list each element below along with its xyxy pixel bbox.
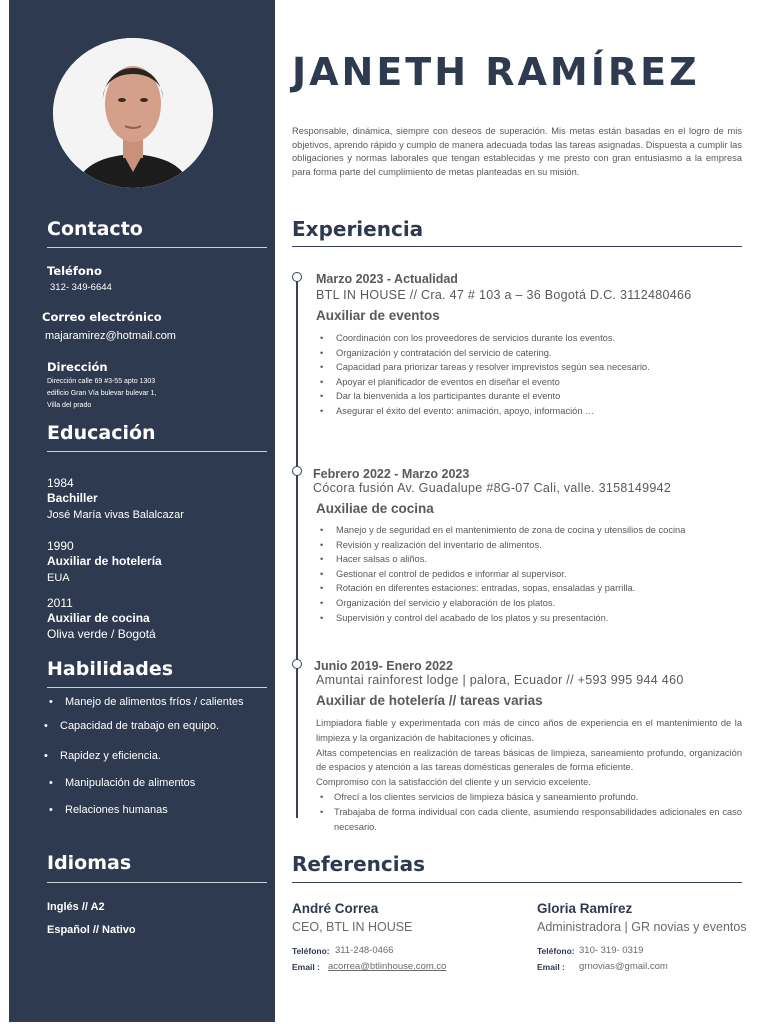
language-item: Español // Nativo <box>47 924 136 936</box>
email-label: Correo electrónico <box>42 310 162 324</box>
job-date: Febrero 2022 - Marzo 2023 <box>313 467 470 481</box>
duty-item: • Gestionar el control de pedidos e informar al supervisor. <box>316 567 685 582</box>
description-paragraph: Compromiso con la satisfacción del cliente y un servicio excelente. <box>316 777 591 788</box>
timeline-dot <box>292 272 302 282</box>
job-duties <box>316 523 685 625</box>
edu-year: 1990 <box>47 539 74 553</box>
duty-item: • Organización del servicio y elaboración de los platos. <box>316 596 685 611</box>
timeline-dot <box>292 659 302 669</box>
job-company: BTL IN HOUSE // Cra. 47 # 103 a – 36 Bogotá D.C. 3112480466 <box>316 288 692 302</box>
phone-value: 312- 349-6644 <box>50 282 112 293</box>
reference-email: grnovias@gmail.com <box>579 961 668 972</box>
email-value: majaramirez@hotmail.com <box>45 330 176 342</box>
reference-position: CEO, BTL IN HOUSE <box>292 920 413 934</box>
edu-institution: José María vivas Balalcazar <box>47 509 184 521</box>
language-item: Inglés // A2 <box>47 901 105 913</box>
skills-heading: Habilidades <box>47 658 174 680</box>
job-role: Auxiliar de eventos <box>316 308 440 323</box>
duty-item: • Coordinación con los proveedores de servicios durante los eventos. <box>316 331 650 346</box>
job-description <box>316 716 742 834</box>
edu-institution: Oliva verde / Bogotá <box>47 627 156 641</box>
duty-item: • Manejo y de seguridad en el mantenimiento de zona de cocina y utensilios de cocina <box>316 523 685 538</box>
skill-item: • Manipulación de alimentos <box>65 777 195 789</box>
references-divider <box>292 882 742 883</box>
job-company: Cócora fusión Av. Guadalupe #8G-07 Cali, valle. 3158149942 <box>313 481 672 495</box>
job-date: Marzo 2023 - Actualidad <box>316 272 458 286</box>
skill-item: • Capacidad de trabajo en equipo. <box>60 720 219 732</box>
job-role: Auxiliae de cocina <box>316 501 434 516</box>
contact-heading: Contacto <box>47 218 143 240</box>
references-heading: Referencias <box>292 852 426 876</box>
timeline-dot <box>292 466 302 476</box>
reference-email-label: Email : <box>537 962 565 972</box>
address-value: Dirección calle 69 #3-55 apto 1303 edificio Gran Vía bulevar bulevar 1, Villa del prado <box>47 378 157 409</box>
contact-divider <box>47 247 267 248</box>
candidate-name: JANETH RAMÍREZ <box>292 50 700 94</box>
skills-divider <box>47 687 267 688</box>
sidebar <box>9 0 275 1022</box>
phone-label: Teléfono <box>47 264 102 278</box>
skill-item: • Manejo de alimentos fríos / calientes <box>65 696 244 708</box>
job-duties <box>316 331 650 419</box>
reference-phone: 310- 319- 0319 <box>579 945 644 956</box>
timeline-line <box>296 278 298 818</box>
duty-item: • Capacidad para priorizar tareas y resolver imprevistos según sea necesario. <box>316 360 650 375</box>
duty-item: • Apoyar el planificador de eventos en diseñar el evento <box>316 375 650 390</box>
duty-item: • Asegurar el éxito del evento: animación, apoyo, información … <box>316 404 650 419</box>
description-paragraph: Altas competencias en realización de tareas básicas de limpieza, saneamiento profundo, organización de espacios y atención a las tareas domésticas generales de forma eficiente. <box>316 747 742 773</box>
duty-item: • Dar la bienvenida a los participantes durante el evento <box>316 389 650 404</box>
languages-divider <box>47 882 267 883</box>
edu-year: 1984 <box>47 476 74 490</box>
duty-item: • Supervisión y control del acabado de los platos y su presentación. <box>316 611 685 626</box>
address-label: Dirección <box>47 360 108 374</box>
duty-item: • Hacer salsas o aliños. <box>316 552 685 567</box>
reference-name: André Correa <box>292 901 379 916</box>
edu-title: Bachiller <box>47 491 98 505</box>
duty-item: • Rotación en diferentes estaciones: entradas, sopas, ensaladas y parrilla. <box>316 581 685 596</box>
job-date: Junio 2019- Enero 2022 <box>314 659 453 673</box>
duty-item: • Trabajaba de forma individual con cada cliente, asumiendo responsabilidades adicionales en caso necesario. <box>316 805 742 835</box>
edu-title: Auxiliar de cocina <box>47 611 150 625</box>
reference-phone-label: Teléfono: <box>537 946 575 956</box>
profile-photo <box>53 38 213 188</box>
skill-item: • Relaciones humanas <box>65 804 168 816</box>
profile-summary: Responsable, dinámica, siempre con deseos de superación. Mis metas están basadas en el logro de mis objetivos, aprendo rápido y cumplo de manera adecuada todas las tareas asignadas. Dispuesta a cumplir las obligaciones y normas laborales que tengan establecidas y me presto con gran entusiasmo a la empresa para forma parte del cumplimiento de metas planteadas en su misión. <box>292 126 742 177</box>
reference-phone: 311-248-0466 <box>335 945 394 956</box>
skill-item: • Rapidez y eficiencia. <box>60 750 161 762</box>
reference-name: Gloria Ramírez <box>537 901 633 916</box>
duty-item: • Revisión y realización del inventario de alimentos. <box>316 538 685 553</box>
edu-year: 2011 <box>47 596 73 610</box>
duty-item: • Ofrecí a los clientes servicios de limpieza básica y saneamiento profundo. <box>316 790 742 805</box>
job-role: Auxiliar de hotelería // tareas varias <box>316 693 543 708</box>
experience-heading: Experiencia <box>292 217 424 241</box>
edu-institution: EUA <box>47 572 70 584</box>
reference-position: Administradora | GR novias y eventos <box>537 920 747 934</box>
edu-title: Auxiliar de hotelería <box>47 554 162 568</box>
description-paragraph: Limpiadora fiable y experimentada con más de cinco años de experiencia en el mantenimiento de la limpieza y la organización de habitaciones y oficinas. <box>316 718 742 743</box>
duty-item: • Organización y contratación del servicio de catering. <box>316 346 650 361</box>
languages-heading: Idiomas <box>47 852 132 874</box>
education-divider <box>47 451 267 452</box>
reference-phone-label: Teléfono: <box>292 946 330 956</box>
reference-email-link[interactable]: acorrea@btlinhouse.com.co <box>328 961 447 972</box>
reference-email-label: Email : <box>292 962 320 972</box>
job-company: Amuntai rainforest lodge | palora, Ecuador // +593 995 944 460 <box>316 673 684 687</box>
experience-divider <box>292 246 742 247</box>
education-heading: Educación <box>47 422 156 444</box>
